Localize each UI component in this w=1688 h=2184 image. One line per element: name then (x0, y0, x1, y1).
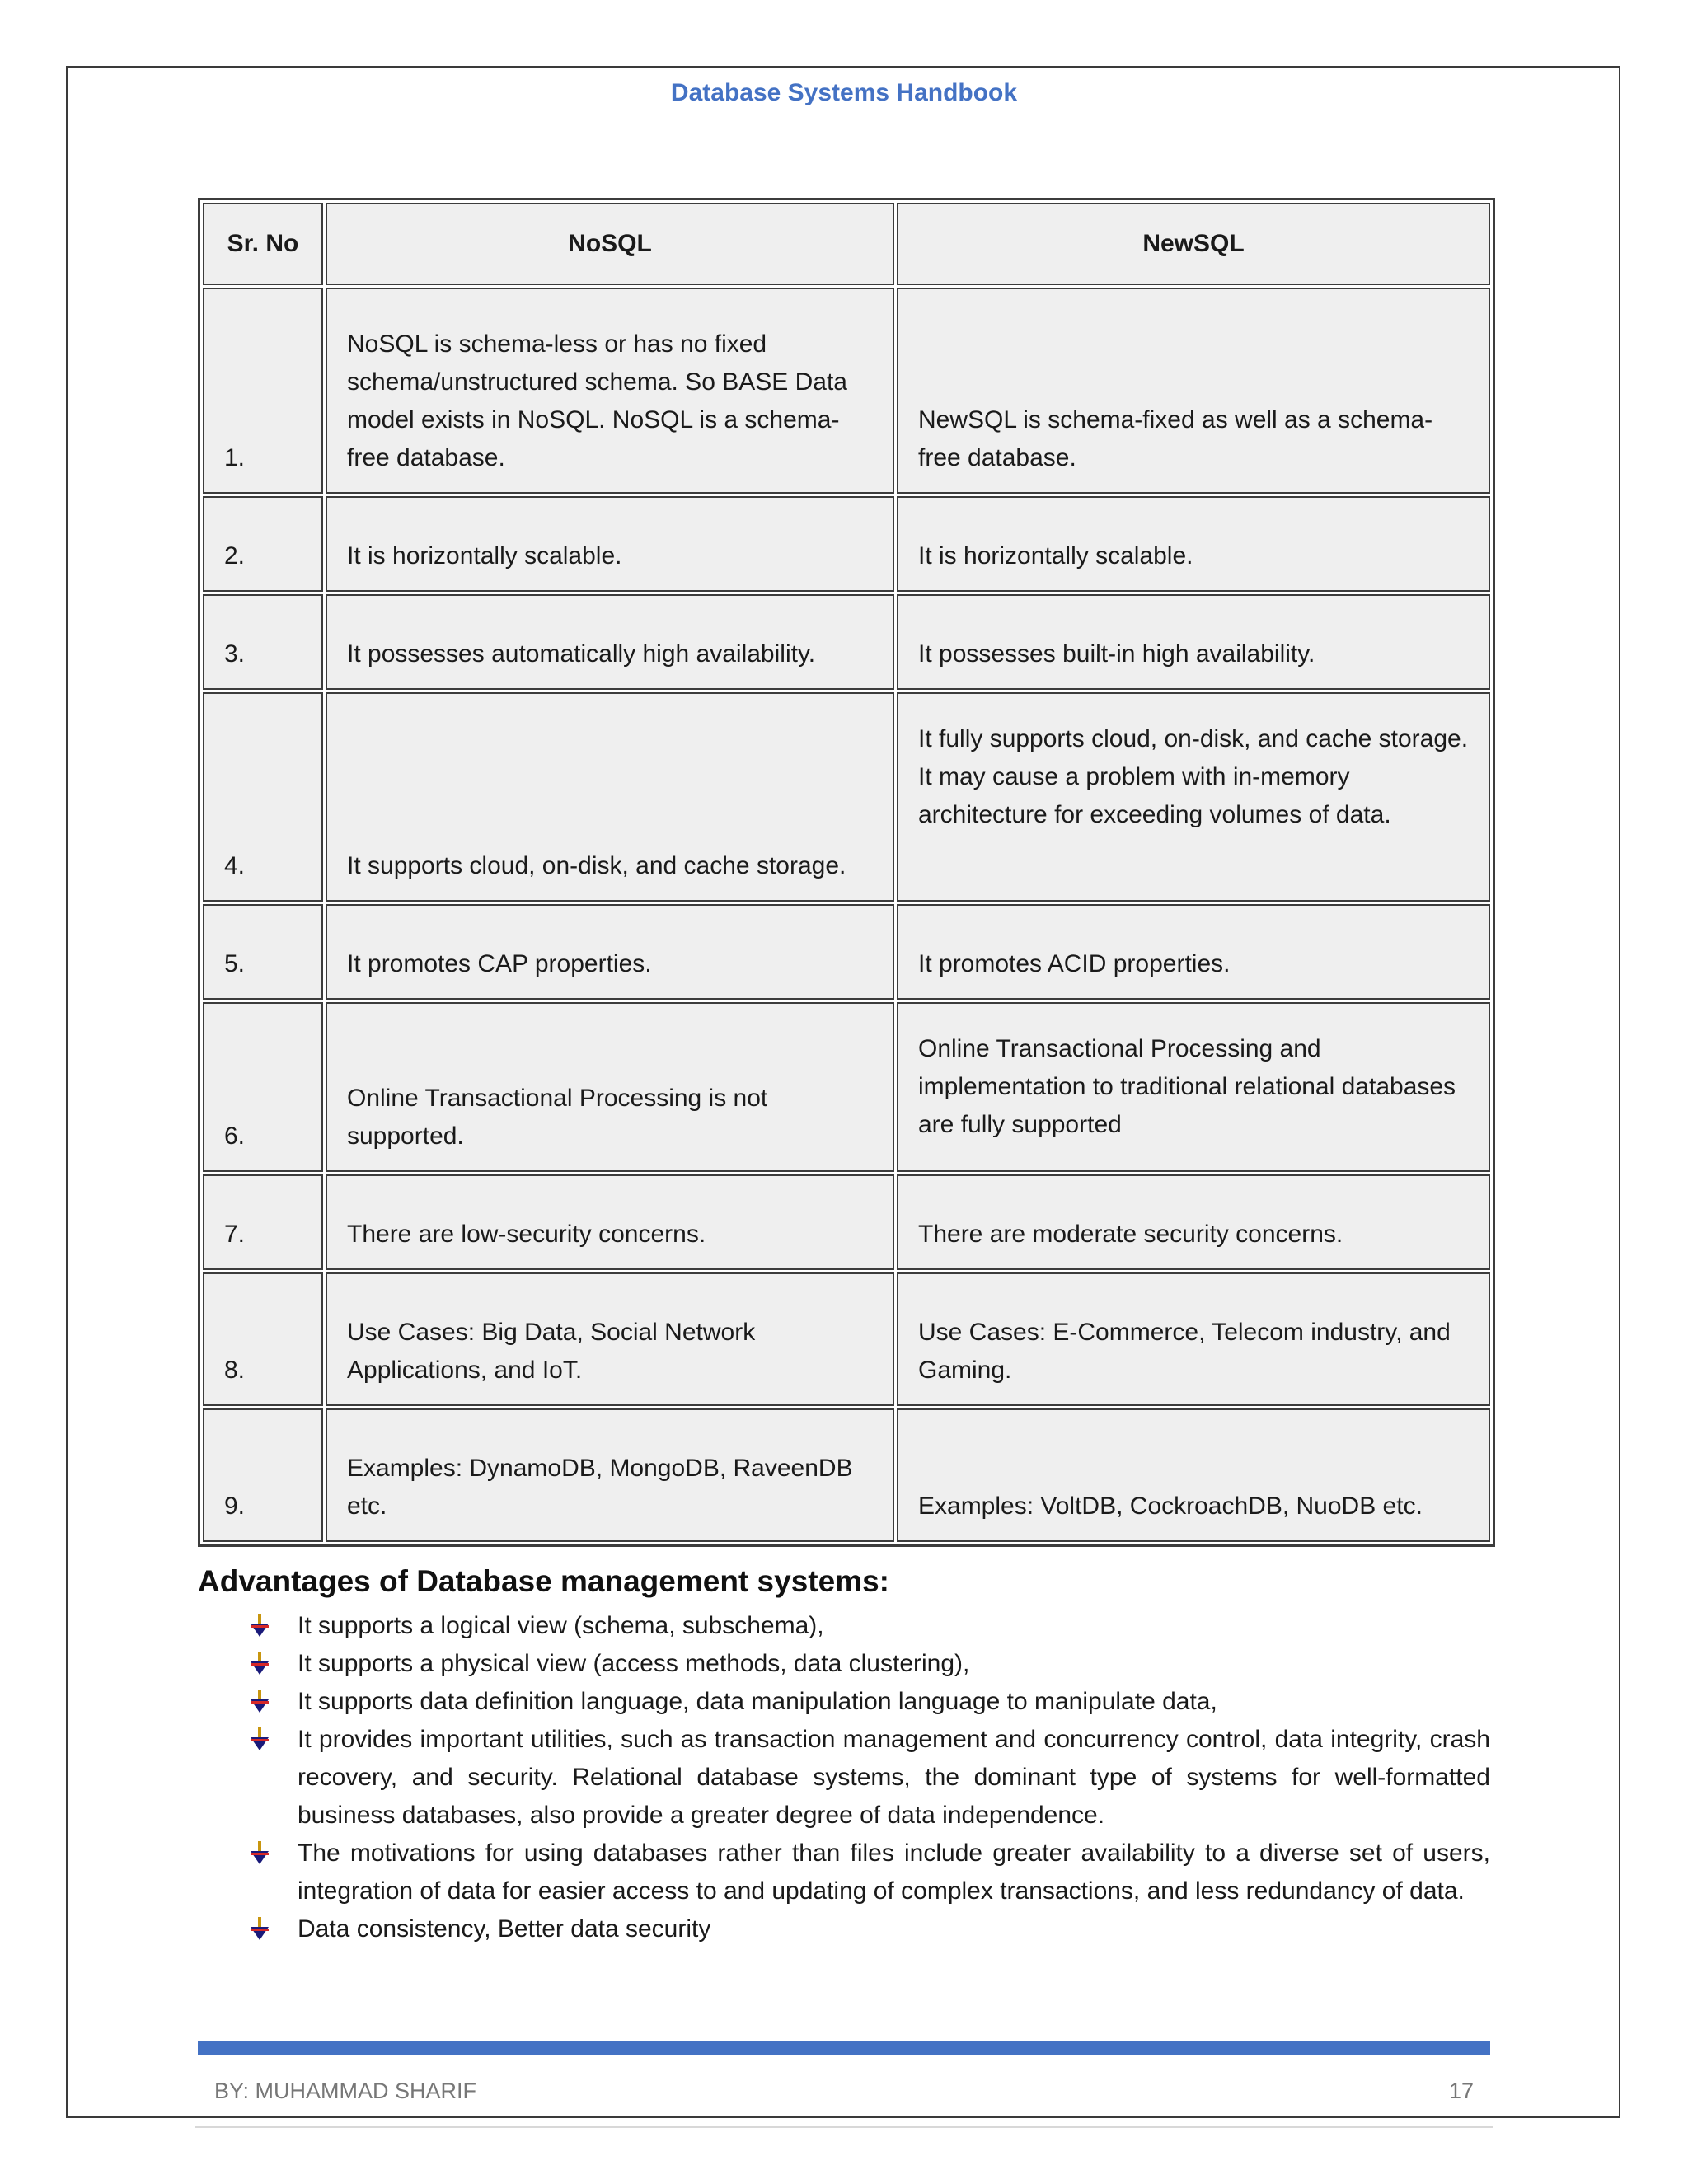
table-header-row (203, 203, 1490, 285)
table-cell-sr: 7. (203, 1174, 323, 1270)
table-cell-newsql: NewSQL is schema-fixed as well as a schema-free database. (897, 288, 1490, 494)
arrow-down-bullet-icon (249, 1917, 270, 1942)
footer-author: BY: MUHAMMAD SHARIF (214, 2079, 477, 2103)
table-row (203, 692, 1490, 902)
advantage-text: It supports a physical view (access methods, data clustering), (298, 1650, 970, 1677)
table-cell-newsql: It promotes ACID properties. (897, 904, 1490, 1000)
table-cell-newsql: It is horizontally scalable. (897, 496, 1490, 592)
table-cell-sr: 5. (203, 904, 323, 1000)
table-row (203, 1002, 1490, 1172)
column-header-nosql: NoSQL (326, 203, 894, 285)
table-cell-sr: 8. (203, 1272, 323, 1406)
table-cell-nosql: Use Cases: Big Data, Social Network Applications, and IoT. (326, 1272, 894, 1406)
advantage-text: It provides important utilities, such as transaction management and concurrency control, data integrity, crash recovery, and security. Relational database systems, the dominant type of systems for well-formatted business databases, also provide a greater degree of data independence. (298, 1726, 1490, 1829)
page-header-title: Database Systems Handbook (670, 79, 1018, 106)
advantages-list (198, 1607, 1490, 1948)
table-cell-nosql: It is horizontally scalable. (326, 496, 894, 592)
table-cell-sr: 6. (203, 1002, 323, 1172)
table-cell-newsql: It possesses built-in high availability. (897, 594, 1490, 690)
table-cell-newsql: It fully supports cloud, on-disk, and cache storage. It may cause a problem with in-memory architecture for exceeding volumes of data. (897, 692, 1490, 902)
table-cell-sr: 1. (203, 288, 323, 494)
arrow-down-bullet-icon (249, 1690, 270, 1714)
arrow-down-bullet-icon (249, 1652, 270, 1676)
advantage-text: Data consistency, Better data security (298, 1915, 711, 1943)
list-item (198, 1910, 1490, 1948)
table-cell-sr: 3. (203, 594, 323, 690)
table-cell-newsql: Use Cases: E-Commerce, Telecom industry, and Gaming. (897, 1272, 1490, 1406)
table-cell-nosql: It promotes CAP properties. (326, 904, 894, 1000)
column-header-sr-no: Sr. No (203, 203, 323, 285)
table-cell-newsql: There are moderate security concerns. (897, 1174, 1490, 1270)
arrow-down-bullet-icon (249, 1727, 270, 1752)
table-row (203, 496, 1490, 592)
advantage-text: It supports data definition language, data manipulation language to manipulate data, (298, 1688, 1217, 1715)
table-row (203, 1408, 1490, 1542)
arrow-down-bullet-icon (249, 1841, 270, 1866)
advantage-text: It supports a logical view (schema, subschema), (298, 1612, 824, 1639)
column-header-newsql: NewSQL (897, 203, 1490, 285)
table-cell-sr: 9. (203, 1408, 323, 1542)
list-item (198, 1683, 1490, 1721)
table-cell-newsql: Examples: VoltDB, CockroachDB, NuoDB etc. (897, 1408, 1490, 1542)
list-item (198, 1721, 1490, 1835)
table-row (203, 1272, 1490, 1406)
table-cell-nosql: NoSQL is schema-less or has no fixed schema/unstructured schema. So BASE Data model exists in NoSQL. NoSQL is a schema-free database. (326, 288, 894, 494)
page-number: 17 (1448, 2079, 1474, 2103)
list-item (198, 1645, 1490, 1683)
table-cell-nosql: There are low-security concerns. (326, 1174, 894, 1270)
arrow-down-bullet-icon (249, 1614, 270, 1638)
advantage-text: The motivations for using databases rather than files include greater availability to a diverse set of users, integration of data for easier access to and updating of complex transactions, and less redundancy of data. (298, 1840, 1490, 1905)
list-item (198, 1607, 1490, 1645)
table-cell-nosql: Online Transactional Processing is not supported. (326, 1002, 894, 1172)
comparison-table (198, 198, 1495, 1547)
table-cell-sr: 4. (203, 692, 323, 902)
footer-divider (195, 2126, 1493, 2128)
table-row (203, 594, 1490, 690)
table-cell-nosql: Examples: DynamoDB, MongoDB, RaveenDB etc. (326, 1408, 894, 1542)
table-cell-nosql: It possesses automatically high availability. (326, 594, 894, 690)
footer-accent-bar (198, 2041, 1490, 2055)
table-row (203, 1174, 1490, 1270)
advantages-heading: Advantages of Database management systems: (198, 1564, 889, 1598)
table-cell-newsql: Online Transactional Processing and implementation to traditional relational databases are fully supported (897, 1002, 1490, 1172)
table-row (203, 288, 1490, 494)
table-cell-sr: 2. (203, 496, 323, 592)
table-cell-nosql: It supports cloud, on-disk, and cache storage. (326, 692, 894, 902)
list-item (198, 1835, 1490, 1910)
table-row (203, 904, 1490, 1000)
